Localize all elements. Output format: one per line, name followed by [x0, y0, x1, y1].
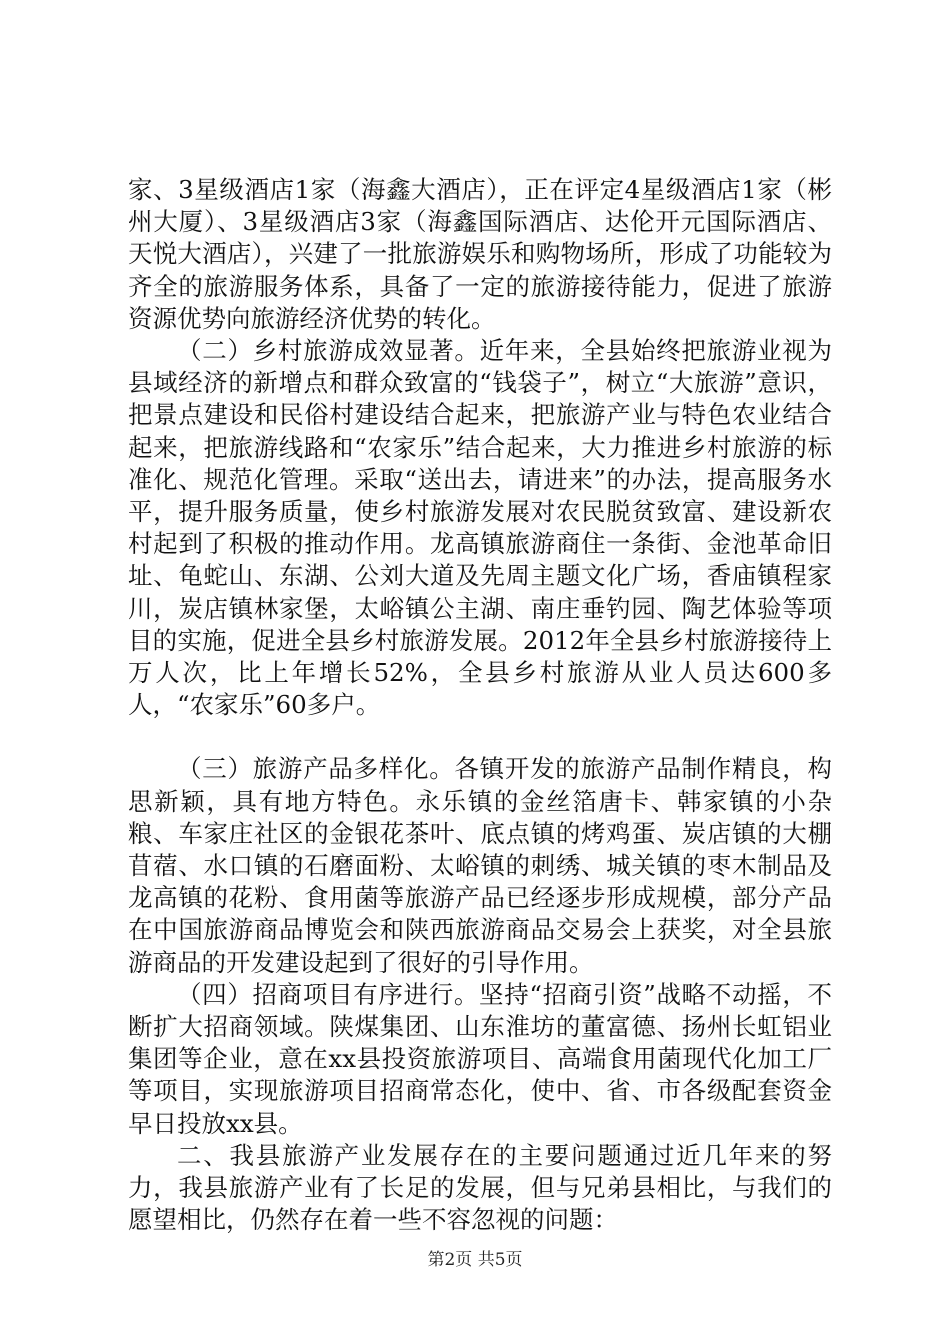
- page-number-footer: 第2页 共5页: [427, 1250, 523, 1270]
- paragraph-main-problems: 二、我县旅游产业发展存在的主要问题通过近几年来的努力，我县旅游产业有了长足的发展，但与兄弟县相比，与我们的愿望相比，仍然存在着一些不容忽视的问题：: [128, 1140, 832, 1235]
- paragraph-tourism-products: （三）旅游产品多样化。各镇开发的旅游产品制作精良，构思新颖，具有地方特色。永乐镇的金丝箔唐卡、韩家镇的小杂粮、车家庄社区的金银花茶叶、底点镇的烤鸡蛋、炭店镇的大棚苜蓿、水口镇的石磨面粉、太峪镇的刺绣、城关镇的枣木制品及龙高镇的花粉、食用菌等旅游产品已经逐步形成规模，部分产品在中国旅游商品博览会和陕西旅游商品交易会上获奖，对全县旅游商品的开发建设起到了很好的引导作用。: [128, 754, 832, 977]
- paragraph-continuation: 家、3星级酒店1家（海鑫大酒店），正在评定4星级酒店1家（彬州大厦）、3星级酒店3家（海鑫国际酒店、达伦开元国际酒店、天悦大酒店），兴建了一批旅游娱乐和购物场所，形成了功能较为齐全的旅游服务体系，具备了一定的旅游接待能力，促进了旅游资源优势向旅游经济优势的转化。: [128, 175, 832, 333]
- paragraph-rural-tourism: （二）乡村旅游成效显著。近年来，全县始终把旅游业视为县域经济的新增点和群众致富的“钱袋子”，树立“大旅游”意识，把景点建设和民俗村建设结合起来，把旅游产业与特色农业结合起来，把旅游线路和“农家乐”结合起来，大力推进乡村旅游的标准化、规范化管理。采取“送出去，请进来”的办法，提高服务水平，提升服务质量，使乡村旅游发展对农民脱贫致富、建设新农村起到了积极的推动作用。龙高镇旅游商住一条街、金池革命旧址、龟蛇山、东湖、公刘大道及先周主题文化广场，香庙镇程家川，炭店镇林家堡，太峪镇公主湖、南庄垂钓园、陶艺体验等项目的实施，促进全县乡村旅游发展。2012年全县乡村旅游接待上万人次，比上年增长52%，全县乡村旅游从业人员达600多人，“农家乐”60多户。: [128, 336, 832, 720]
- paragraph-investment-projects: （四）招商项目有序进行。坚持“招商引资”战略不动摇，不断扩大招商领域。陕煤集团、山东淮坊的董富德、扬州长虹铝业集团等企业，意在xx县投资旅游项目、高端食用菌现代化加工厂等项目，实现旅游项目招商常态化，使中、省、市各级配套资金早日投放xx县。: [128, 979, 832, 1138]
- document-body: [128, 174, 832, 1237]
